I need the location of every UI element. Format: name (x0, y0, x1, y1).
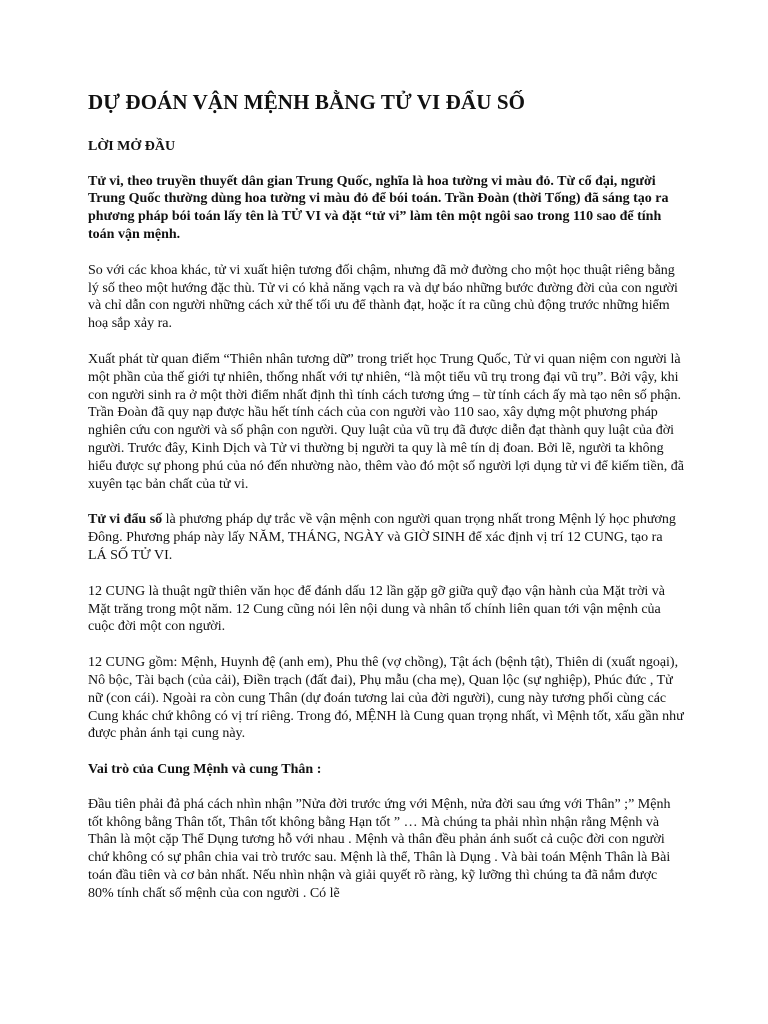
intro-heading: LỜI MỞ ĐẦU (88, 139, 176, 155)
paragraph-12-cung-list: 12 CUNG gồm: Mệnh, Huynh đệ (anh em), Phu thê (vợ chồng), Tật ách (bệnh tật), Thiên di (xuất ngoại), Nô bộc, Tài bạch (của cải), Điền trạch (đất đai), Phụ mẫu (cha mẹ), Quan lộc (sự nghiệp), Phúc đức , Tử nữ (con cái). Ngoài ra còn cung Thân (dự đoán tương lai của đời người), cung này tương phối cùng các Cung khác chứ không có vị trí riêng. Trong đó, MỆNH là Cung quan trọng nhất, vì Mệnh tốt, xấu gần như được phản ánh tại cung này. (88, 655, 684, 742)
paragraph-12-cung-definition: 12 CUNG là thuật ngữ thiên văn học để đánh dấu 12 lần gặp gỡ giữa quỹ đạo vận hành của Mặt trời và Mặt trăng trong một năm. 12 Cung cũng nói lên nội dung và nhân tố chính liên quan tới vận mệnh của cuộc đời một con người. (88, 583, 666, 635)
document-page (88, 90, 684, 902)
document-title: DỰ ĐOÁN VẬN MỆNH BẰNG TỬ VI ĐẨU SỐ (88, 90, 526, 114)
paragraph-philosophy: Xuất phát từ quan điểm “Thiên nhân tương dữ” trong triết học Trung Quốc, Tử vi quan niệm con người là một phần của thế giới tự nhiên, thống nhất với tự nhiên, “là một tiểu vũ trụ trong đại vũ trụ”. Bởi vậy, khi con người sinh ra ở một thời điểm nhất định thì tính cách tương ứng – từ tính cách ấy mà tạo nên số phận. Trần Đoàn đã quy nạp được hầu hết tính cách của con người vào 110 sao, xây dựng một phương pháp nghiên cứu con người và số phận con người. Quy luật của vũ trụ đã được diễn đạt thành quy luật của đời người. Trước đây, Kinh Dịch và Tử vi thường bị người ta quy là mê tín dị đoan. Bởi lẽ, người ta không hiểu được sự phong phú của nó đến nhường nào, thêm vào đó một số người lợi dụng tử vi để kiếm tiền, đã xuyên tạc bản chất của tử vi. (88, 352, 684, 492)
paragraph-tuvi-dauso (88, 511, 684, 564)
paragraph-comparison: So với các khoa khác, tử vi xuất hiện tương đối chậm, nhưng đã mở đường cho một học thuật riêng bằng lý số theo một hướng đặc thù. Tử vi có khả năng vạch ra và dự báo những bước đường đời của con người và chỉ dẫn con người những cách xử thế tối ưu để thành đạt, hoặc ít ra cũng chủ động trước những hiểm hoạ sắp xảy ra. (88, 262, 678, 332)
role-heading: Vai trò của Cung Mệnh và cung Thân : (88, 762, 322, 778)
tuvi-dauso-rest: là phương pháp dự trắc về vận mệnh con người quan trọng nhất trong Mệnh lý học phương Đông. Phương pháp này lấy NĂM, THÁNG, NGÀY và GIỜ SINH để xác định vị trí 12 CUNG, tạo ra LÁ SỐ TỬ VI. (88, 512, 676, 564)
tuvi-dauso-lead: Tử vi đẩu số (88, 512, 163, 528)
paragraph-tuvi-origin: Tử vi, theo truyền thuyết dân gian Trung Quốc, nghĩa là hoa tường vi màu đỏ. Từ cổ đại, người Trung Quốc thường dùng hoa tường vi màu đỏ để bói toán. Trần Đoàn (thời Tống) đã sáng tạo ra phương pháp bói toán lấy tên là TỬ VI và đặt “tử vi” làm tên một ngôi sao trong 110 sao để tính toán vận mệnh. (88, 173, 669, 243)
paragraph-menh-than: Đầu tiên phải đả phá cách nhìn nhận ”Nửa đời trước ứng với Mệnh, nửa đời sau ứng với Thân” ;” Mệnh tốt không bằng Thân tốt, Thân tốt không bằng Hạn tốt ” … Mà chúng ta phải nhìn nhận rằng Mệnh và Thân là một cặp Thể Dụng tương hỗ với nhau . Mệnh và thân đều phản ánh suốt cả cuộc đời con người chứ không có sự phân chia vai trò trước sau. Mệnh là thể, Thân là Dụng . Và bài toán Mệnh Thân là Bài toán đầu tiên và cơ bản nhất. Nếu nhìn nhận và giải quyết rõ ràng, kỹ lưỡng thì chúng ta đã nắm được 80% tính chất số mệnh của con người . Có lẽ (88, 796, 671, 901)
